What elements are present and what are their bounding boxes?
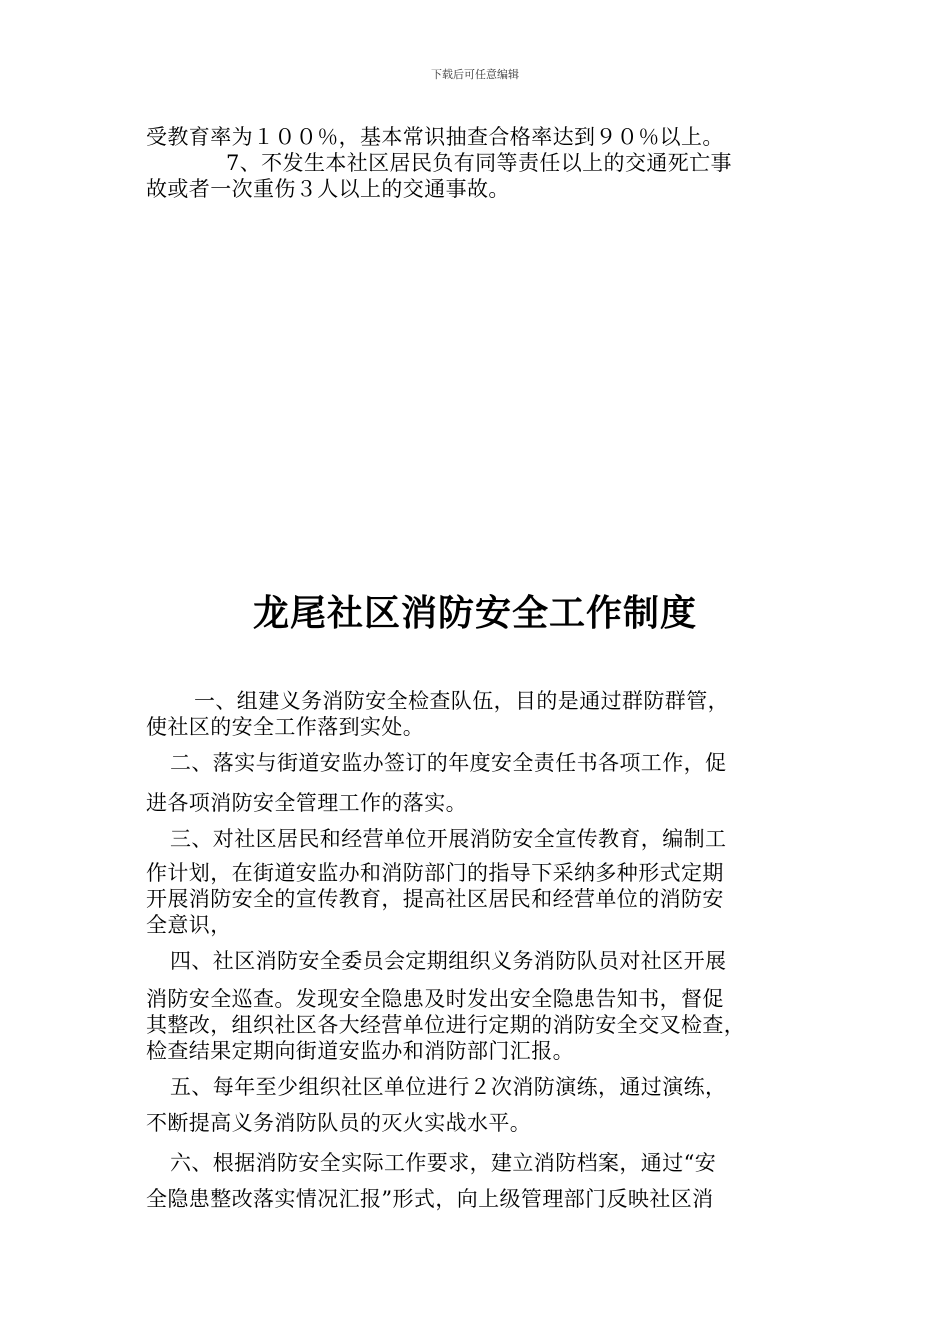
paragraph-line: 全意识， <box>146 913 232 937</box>
paragraph-line: 其整改，组织社区各大经营单位进行定期的消防安全交叉检查， <box>146 1013 746 1037</box>
paragraph-line: 全隐患整改落实情况汇报”形式，向上级管理部门反映社区消 <box>146 1187 714 1211</box>
paragraph-line: 五、每年至少组织社区单位进行２次消防演练，通过演练， <box>170 1075 727 1099</box>
paragraph-line: 不断提高义务消防队员的灭火实战水平。 <box>146 1111 532 1135</box>
paragraph-line: 受教育率为１００％，基本常识抽查合格率达到９０％以上。 <box>146 125 724 149</box>
paragraph-line: 7、不发生本社区居民负有同等责任以上的交通死亡事 <box>226 151 732 175</box>
paragraph-line: 消防安全巡查。发现安全隐患及时发出安全隐患告知书，督促 <box>146 987 724 1011</box>
paragraph-line: 三、对社区居民和经营单位开展消防安全宣传教育，编制工 <box>170 827 727 851</box>
paragraph-line: 四、社区消防安全委员会定期组织义务消防队员对社区开展 <box>170 949 727 973</box>
paragraph-line: 开展消防安全的宣传教育，提高社区居民和经营单位的消防安 <box>146 887 724 911</box>
paragraph-line: 六、根据消防安全实际工作要求，建立消防档案，通过“安 <box>170 1151 717 1175</box>
paragraph-line: 一、组建义务消防安全检查队伍，目的是通过群防群管， <box>194 689 729 713</box>
document-title: 龙尾社区消防安全工作制度 <box>252 593 697 634</box>
paragraph-line: 二、落实与街道安监办签订的年度安全责任书各项工作，促 <box>170 751 727 775</box>
paragraph-line: 故或者一次重伤３人以上的交通事故。 <box>146 177 510 201</box>
paragraph-line: 检查结果定期向街道安监办和消防部门汇报。 <box>146 1039 574 1063</box>
paragraph-line: 进各项消防安全管理工作的落实。 <box>146 791 467 815</box>
page-header-watermark: 下载后可任意编辑 <box>431 68 519 81</box>
paragraph-line: 使社区的安全工作落到实处。 <box>146 715 425 739</box>
paragraph-line: 作计划，在街道安监办和消防部门的指导下采纳多种形式定期 <box>146 861 724 885</box>
